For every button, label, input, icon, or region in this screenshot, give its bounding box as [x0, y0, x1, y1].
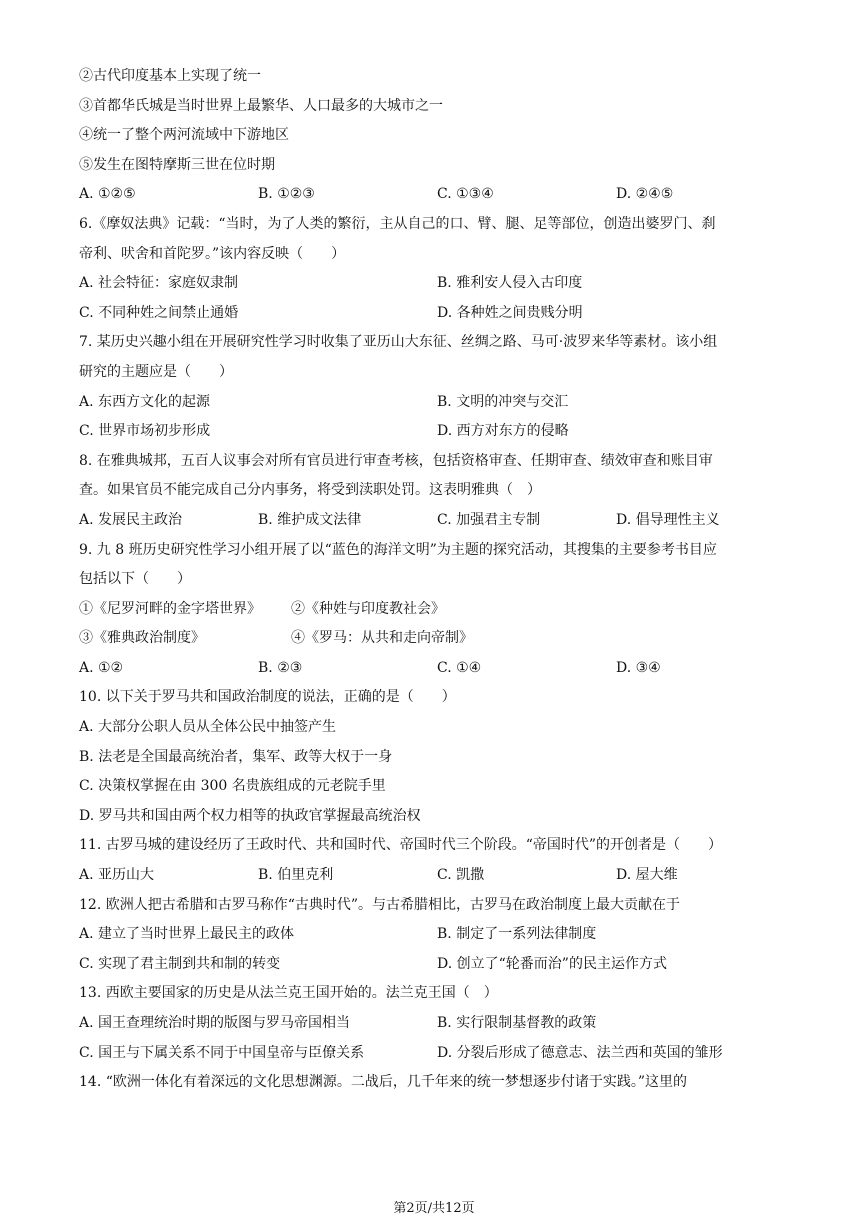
q8-options: [79, 506, 799, 536]
q12-option-d: D. 创立了“轮番而治”的民主运作方式: [437, 955, 667, 972]
q12-option-a: A. 建立了当时世界上最民主的政体: [79, 926, 295, 943]
q12-options-row-2: [79, 950, 799, 980]
exam-page-content: [79, 62, 799, 1098]
page-number: 第2页/共12页: [393, 1201, 475, 1216]
q9-option-b: B. ②③: [258, 659, 303, 676]
q9-stem-1: 9. 九 8 班历史研究性学习小组开展了以“蓝色的海洋文明”为主题的探究活动，其搜集的主要参考书目应: [79, 541, 717, 558]
statement-5: ⑤发生在图特摩斯三世在位时期: [79, 156, 275, 173]
q9-option-d: D. ③④: [616, 659, 661, 676]
q8-stem-2: 查。如果官员不能完成自己分内事务，将受到渎职处罚。这表明雅典（ ）: [79, 482, 541, 499]
q12-stem: 12. 欧洲人把古希腊和古罗马称作“古典时代”。与古希腊相比，古罗马在政治制度上最大贡献在于: [79, 896, 681, 913]
q7-options-row-1: [79, 388, 799, 418]
q6-stem-1: 6.《摩奴法典》记载：“当时，为了人类的繁衍，主从自己的口、臂、腿、足等部位，创造出婆罗门、刹: [79, 215, 716, 232]
q9-options: [79, 654, 799, 684]
q8-option-a: A. 发展民主政治: [79, 511, 183, 528]
q12-option-b: B. 制定了一系列法律制度: [437, 926, 597, 943]
q6-option-d: D. 各种姓之间贵贱分明: [437, 304, 583, 321]
q10-option-a: A. 大部分公职人员从全体公民中抽签产生: [79, 719, 337, 736]
q13-option-d: D. 分裂后形成了德意志、法兰西和英国的雏形: [437, 1044, 723, 1061]
q9-option-c: C. ①④: [437, 659, 482, 676]
q9-option-a: A. ①②: [79, 659, 124, 676]
q6-options-row-1: [79, 269, 799, 299]
q13-option-a: A. 国王查理统治时期的版图与罗马帝国相当: [79, 1015, 351, 1031]
q9-book-4: ④《罗马：从共和走向帝制》: [291, 630, 473, 647]
statement-4: ④统一了整个两河流域中下游地区: [79, 127, 289, 144]
q7-option-b: B. 文明的冲突与交汇: [437, 393, 569, 410]
statement-3: ③首都华氏城是当时世界上最繁华、人口最多的大城市之一: [79, 97, 443, 114]
q10-option-d: D. 罗马共和国由两个权力相等的执政官掌握最高统治权: [79, 807, 421, 824]
q10-stem: 10. 以下关于罗马共和国政治制度的说法，正确的是（ ）: [79, 689, 456, 706]
q13-option-b: B. 实行限制基督教的政策: [437, 1015, 597, 1031]
q11-option-d: D. 屋大维: [616, 867, 678, 884]
q5-option-c: C. ①③④: [437, 186, 494, 203]
q11-option-b: B. 伯里克利: [258, 867, 334, 884]
q6-option-a: A. 社会特征：家庭奴隶制: [79, 275, 239, 292]
q7-option-c: C. 世界市场初步形成: [79, 423, 211, 440]
q9-book-2: ②《种姓与印度教社会》: [291, 600, 445, 617]
q9-stem-2: 包括以下（ ）: [79, 571, 191, 588]
q8-option-d: D. 倡导理性主义: [616, 511, 720, 528]
q6-options-row-2: [79, 299, 799, 329]
q10-option-b: B. 法老是全国最高统治者，集军、政等大权于一身: [79, 748, 393, 765]
q9-books-row-2: [79, 624, 799, 654]
q11-options: [79, 861, 799, 891]
q12-option-c: C. 实现了君主制到共和制的转变: [79, 955, 281, 972]
q7-options-row-2: [79, 417, 799, 447]
q9-books-row-1: [79, 595, 799, 625]
statement-2: ②古代印度基本上实现了统一: [79, 68, 261, 84]
q14-stem: 14. “欧洲一体化有着深远的文化思想渊源。二战后，几千年来的统一梦想逐步付诸于实践。”这里的: [79, 1074, 688, 1091]
q13-option-c: C. 国王与下属关系不同于中国皇帝与臣僚关系: [79, 1044, 365, 1061]
q8-option-b: B. 维护成文法律: [258, 511, 362, 528]
q7-option-d: D. 西方对东方的侵略: [437, 423, 569, 440]
q5-option-a: A. ①②⑤: [79, 186, 136, 203]
q6-option-b: B. 雅利安人侵入古印度: [437, 275, 583, 292]
q7-stem-1: 7. 某历史兴趣小组在开展研究性学习时收集了亚历山大东征、丝绸之路、马可·波罗来华等素材。该小组: [79, 334, 718, 351]
q7-stem-2: 研究的主题应是（ ）: [79, 363, 233, 380]
q8-stem-1: 8. 在雅典城邦，五百人议事会对所有官员进行审查考核，包括资格审查、任期审查、绩效审查和账目审: [79, 452, 713, 469]
q5-option-d: D. ②④⑤: [616, 186, 674, 203]
q8-option-c: C. 加强君主专制: [437, 511, 541, 528]
q9-book-3: ③《雅典政治制度》: [79, 630, 205, 647]
q11-stem: 11. 古罗马城的建设经历了王政时代、共和国时代、帝国时代三个阶段。“帝国时代”的开创者是（ ）: [79, 837, 723, 854]
q10-option-c: C. 决策权掌握在由 300 名贵族组成的元老院手里: [79, 778, 386, 795]
q13-stem: 13. 西欧主要国家的历史是从法兰克王国开始的。法兰克王国（ ）: [79, 985, 498, 1002]
q7-option-a: A. 东西方文化的起源: [79, 393, 211, 410]
q11-option-a: A. 亚历山大: [79, 867, 155, 884]
q13-options-row-1: [79, 1009, 799, 1039]
q5-options: [79, 180, 799, 210]
q6-stem-2: 帝利、吠舍和首陀罗。”该内容反映（ ）: [79, 245, 346, 262]
q5-option-b: B. ①②③: [258, 186, 315, 203]
q11-option-c: C. 凯撒: [437, 867, 485, 884]
q6-option-c: C. 不同种姓之间禁止通婚: [79, 304, 239, 321]
q9-book-1: ①《尼罗河畔的金字塔世界》: [79, 600, 261, 617]
q12-options-row-1: [79, 920, 799, 950]
q13-options-row-2: [79, 1039, 799, 1069]
